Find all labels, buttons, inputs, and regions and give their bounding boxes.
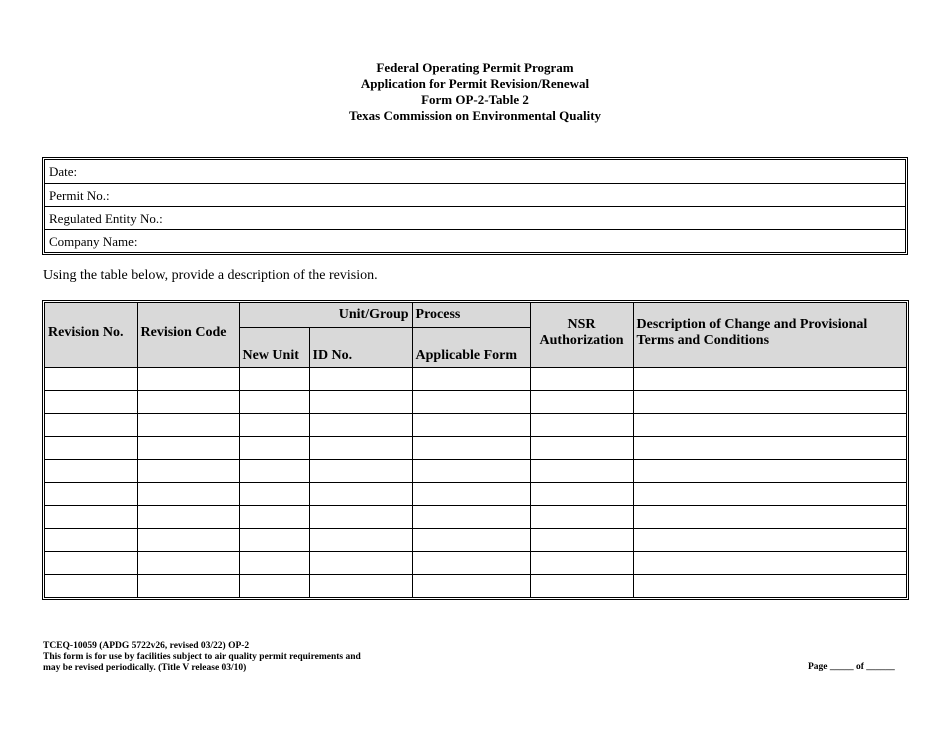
cell-applicable-form[interactable] <box>412 459 530 482</box>
form-header <box>0 60 950 124</box>
cell-id-no[interactable] <box>309 528 412 551</box>
cell-new-unit[interactable] <box>239 436 309 459</box>
cell-applicable-form[interactable] <box>412 505 530 528</box>
cell-revision-no[interactable] <box>45 574 137 597</box>
cell-applicable-form[interactable] <box>412 528 530 551</box>
application-title: Application for Permit Revision/Renewal <box>360 76 590 91</box>
cell-id-no[interactable] <box>309 436 412 459</box>
applicant-info-box <box>42 157 908 255</box>
cell-description[interactable] <box>633 528 906 551</box>
footer-form-id: TCEQ-10059 (APDG 5722v26, revised 03/22) OP-2 <box>43 641 250 651</box>
table-row <box>45 459 906 482</box>
cell-revision-no[interactable] <box>45 528 137 551</box>
cell-revision-no[interactable] <box>45 482 137 505</box>
cell-id-no[interactable] <box>309 367 412 390</box>
form-number: Form OP-2-Table 2 <box>421 92 529 107</box>
cell-nsr-authorization[interactable] <box>530 482 633 505</box>
col-id-no: ID No. <box>309 327 412 367</box>
cell-revision-no[interactable] <box>45 367 137 390</box>
date-field[interactable] <box>45 160 905 183</box>
cell-description[interactable] <box>633 390 906 413</box>
cell-new-unit[interactable] <box>239 528 309 551</box>
cell-revision-code[interactable] <box>137 482 239 505</box>
footer-revision-note: may be revised periodically. (Title V release 03/10) <box>43 663 247 673</box>
cell-nsr-authorization[interactable] <box>530 505 633 528</box>
cell-applicable-form[interactable] <box>412 436 530 459</box>
cell-id-no[interactable] <box>309 459 412 482</box>
cell-applicable-form[interactable] <box>412 551 530 574</box>
cell-new-unit[interactable] <box>239 551 309 574</box>
cell-revision-code[interactable] <box>137 367 239 390</box>
regulated-entity-no-field[interactable] <box>45 206 905 229</box>
cell-applicable-form[interactable] <box>412 390 530 413</box>
cell-id-no[interactable] <box>309 574 412 597</box>
cell-revision-code[interactable] <box>137 551 239 574</box>
cell-revision-no[interactable] <box>45 551 137 574</box>
col-applicable-form: Applicable Form <box>412 327 530 367</box>
cell-nsr-authorization[interactable] <box>530 528 633 551</box>
col-revision-no: Revision No. <box>45 303 137 367</box>
cell-new-unit[interactable] <box>239 413 309 436</box>
cell-new-unit[interactable] <box>239 482 309 505</box>
cell-applicable-form[interactable] <box>412 482 530 505</box>
cell-nsr-authorization[interactable] <box>530 574 633 597</box>
col-group-unit-group: Unit/Group <box>239 303 412 327</box>
cell-description[interactable] <box>633 482 906 505</box>
cell-nsr-authorization[interactable] <box>530 413 633 436</box>
cell-id-no[interactable] <box>309 551 412 574</box>
program-title: Federal Operating Permit Program <box>376 60 574 75</box>
cell-description[interactable] <box>633 413 906 436</box>
cell-revision-no[interactable] <box>45 413 137 436</box>
date-label: Date: <box>49 164 78 179</box>
cell-applicable-form[interactable] <box>412 413 530 436</box>
cell-new-unit[interactable] <box>239 459 309 482</box>
cell-revision-no[interactable] <box>45 459 137 482</box>
cell-revision-no[interactable] <box>45 390 137 413</box>
nsr-line2: Authorization <box>539 333 624 349</box>
cell-description[interactable] <box>633 436 906 459</box>
cell-id-no[interactable] <box>309 482 412 505</box>
table-row <box>45 482 906 505</box>
table-row <box>45 551 906 574</box>
cell-description[interactable] <box>633 551 906 574</box>
cell-description[interactable] <box>633 367 906 390</box>
description-line1: Description of Change and Provisional <box>636 317 868 333</box>
cell-nsr-authorization[interactable] <box>530 436 633 459</box>
table-row <box>45 413 906 436</box>
cell-id-no[interactable] <box>309 390 412 413</box>
col-description <box>633 303 906 367</box>
cell-new-unit[interactable] <box>239 574 309 597</box>
description-line2: Terms and Conditions <box>636 333 770 349</box>
table-row <box>45 367 906 390</box>
cell-new-unit[interactable] <box>239 367 309 390</box>
cell-revision-code[interactable] <box>137 505 239 528</box>
cell-new-unit[interactable] <box>239 505 309 528</box>
cell-nsr-authorization[interactable] <box>530 459 633 482</box>
cell-description[interactable] <box>633 459 906 482</box>
cell-nsr-authorization[interactable] <box>530 390 633 413</box>
table-row <box>45 436 906 459</box>
cell-revision-code[interactable] <box>137 436 239 459</box>
col-new-unit: New Unit <box>239 327 309 367</box>
cell-id-no[interactable] <box>309 505 412 528</box>
col-group-process: Process <box>412 303 530 327</box>
cell-new-unit[interactable] <box>239 390 309 413</box>
regulated-entity-no-label: Regulated Entity No.: <box>49 211 163 226</box>
agency-name: Texas Commission on Environmental Quality <box>348 108 602 123</box>
table-row <box>45 505 906 528</box>
col-nsr-authorization <box>530 303 633 367</box>
cell-revision-code[interactable] <box>137 390 239 413</box>
page-number: Page _____ of ______ <box>808 662 895 672</box>
nsr-line1: NSR <box>567 317 596 333</box>
permit-no-field[interactable] <box>45 183 905 206</box>
table-row <box>45 390 906 413</box>
cell-revision-code[interactable] <box>137 574 239 597</box>
cell-revision-code[interactable] <box>137 459 239 482</box>
cell-revision-no[interactable] <box>45 436 137 459</box>
footer-usage-note: This form is for use by facilities subject to air quality permit requirements and <box>43 652 361 662</box>
cell-nsr-authorization[interactable] <box>530 551 633 574</box>
col-revision-code: Revision Code <box>137 303 239 367</box>
cell-id-no[interactable] <box>309 413 412 436</box>
table-row <box>45 528 906 551</box>
cell-nsr-authorization[interactable] <box>530 367 633 390</box>
cell-description[interactable] <box>633 574 906 597</box>
table-row <box>45 574 906 597</box>
permit-no-label: Permit No.: <box>49 188 110 203</box>
form-footer <box>43 641 361 674</box>
instruction-text: Using the table below, provide a description of the revision. <box>43 268 378 283</box>
company-name-label: Company Name: <box>49 234 138 249</box>
company-name-field[interactable] <box>45 229 905 252</box>
cell-description[interactable] <box>633 505 906 528</box>
cell-revision-code[interactable] <box>137 528 239 551</box>
cell-revision-no[interactable] <box>45 505 137 528</box>
cell-applicable-form[interactable] <box>412 367 530 390</box>
cell-revision-code[interactable] <box>137 413 239 436</box>
cell-applicable-form[interactable] <box>412 574 530 597</box>
revision-table <box>42 300 909 600</box>
